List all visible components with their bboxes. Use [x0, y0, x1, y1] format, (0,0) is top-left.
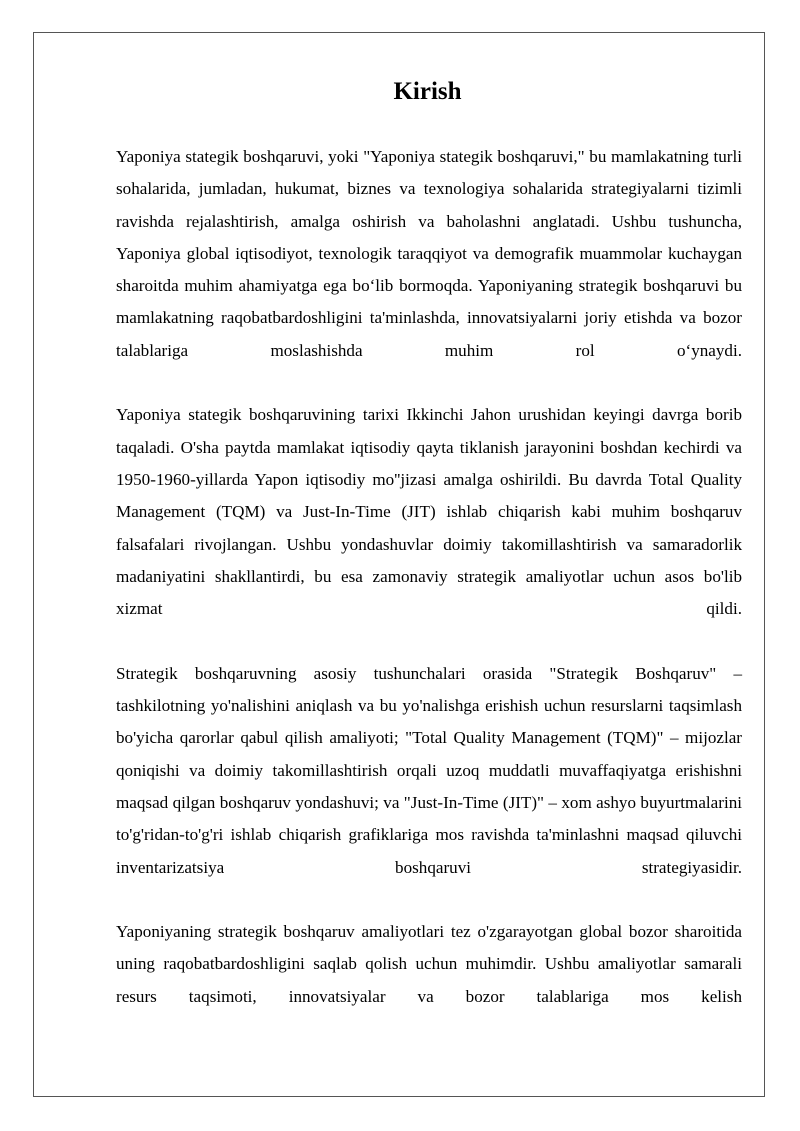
document-body: [116, 141, 742, 1013]
paragraph-2: Yaponiya stategik boshqaruvining tarixi Ikkinchi Jahon urushidan keyingi davrga borib taqaladi. O'sha paytda mamlakat iqtisodiy qayta tiklanish jarayonini boshdan kechirdi va 1950-1960-yillarda Yapon iqtisodiy mo''jizasi amalga oshirildi. Bu davrda Total Quality Management (TQM) va Just-In-Time (JIT) ishlab chiqarish kabi muhim boshqaruv falsafalari rivojlangan. Ushbu yondashuvlar doimiy takomillashtirish va samaradorlik madaniyatini shakllantirdi, bu esa zamonaviy strategik amaliyotlar uchun asos bo'lib xizmat qildi.: [116, 405, 742, 619]
paragraph-4: Yaponiyaning strategik boshqaruv amaliyotlari tez o'zgarayotgan global bozor sharoitida uning raqobatbardoshligini saqlab qolish uchun muhimdir. Ushbu amaliyotlar samarali resurs taqsimoti, innovatsiyalar va bozor talablariga mos kelish: [116, 922, 742, 1006]
paragraph-1: Yaponiya stategik boshqaruvi, yoki "Yaponiya stategik boshqaruvi," bu mamlakatning turli sohalarida, jumladan, hukumat, biznes va texnologiya sohalarida strategiyalarni tizimli ravishda rejalashtirish, amalga oshirish va baholashni anglatadi. Ushbu tushuncha, Yaponiya global iqtisodiyot, texnologik taraqqiyot va demografik muammolar kuchaygan sharoitda muhim ahamiyatga ega bo‘lib bormoqda. Yaponiyaning strategik boshqaruvi bu mamlakatning raqobatbardoshligini ta'minlashda, innovatsiyalarni joriy etishda va bozor talablariga moslashishda muhim rol o‘ynaydi.: [116, 147, 742, 360]
page-title: Kirish: [393, 78, 462, 105]
paragraph-3: Strategik boshqaruvning asosiy tushunchalari orasida "Strategik Boshqaruv" – tashkilotning yo'nalishini aniqlash va bu yo'nalishga erishish uchun resurslarni taqsimlash bo'yicha qarorlar qabul qilish amaliyoti; "Total Quality Management (TQM)" – mijozlar qoniqishi va doimiy takomillashtirish orqali uzoq muddatli muvaffaqiyatga erishishni maqsad qilgan boshqaruv yondashuvi; va "Just-In-Time (JIT)" – xom ashyo buyurtmalarini to'g'ridan-to'g'ri ishlab chiqarish grafiklariga mos ravishda ta'minlashni maqsad qiluvchi inventarizatsiya boshqaruvi strategiyasidir.: [116, 663, 742, 877]
